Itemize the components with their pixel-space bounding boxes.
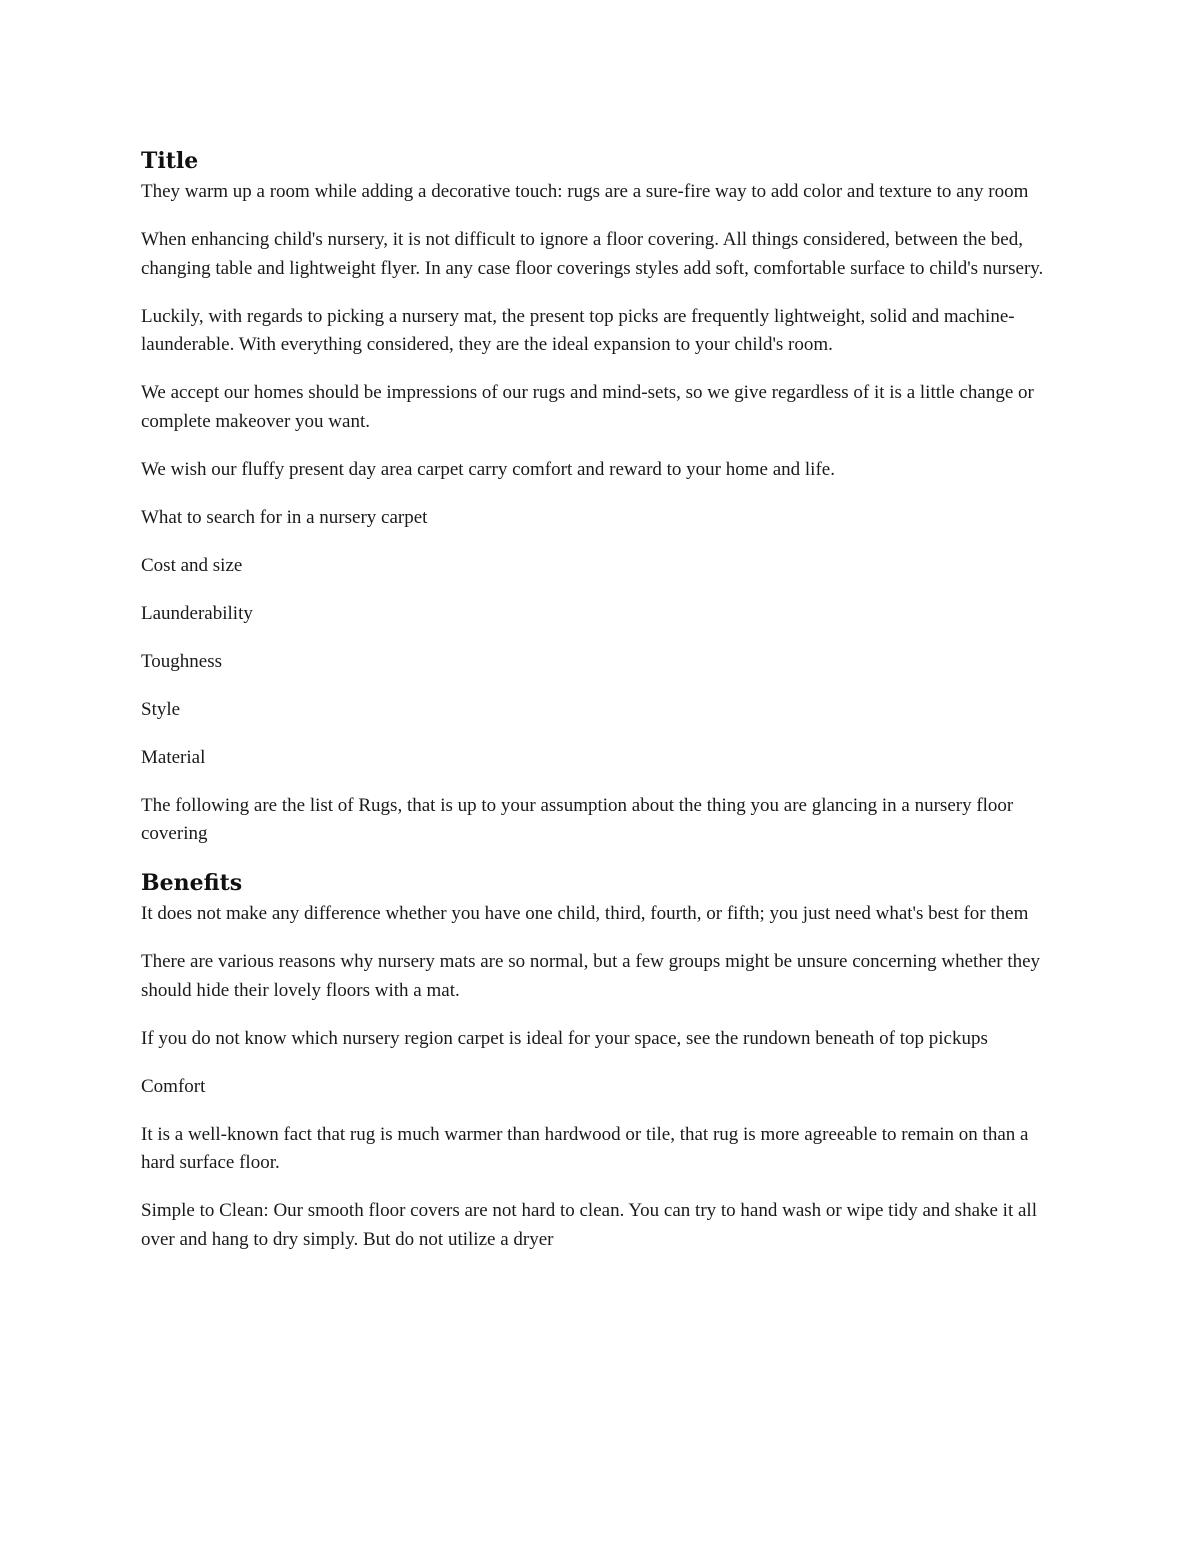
paragraph: Simple to Clean: Our smooth floor covers are not hard to clean. You can try to hand wash or wipe tidy and shake it all over and hang to dry simply. But do not utilize a dryer	[141, 1200, 1037, 1250]
paragraph: When enhancing child's nursery, it is not difficult to ignore a floor covering. All things considered, between the bed, changing table and lightweight flyer. In any case floor coverings styles add soft, comfortable surface to child's nursery.	[141, 229, 1044, 279]
paragraph: The following are the list of Rugs, that is up to your assumption about the thing you are glancing in a nursery floor covering	[141, 794, 1014, 844]
paragraph: If you do not know which nursery region carpet is ideal for your space, see the rundown beneath of top pickups	[141, 1027, 988, 1049]
paragraph: Luckily, with regards to picking a nursery mat, the present top picks are frequently lightweight, solid and machine-launderable. With everything considered, they are the ideal expansion to your child's room.	[141, 305, 1015, 355]
list-item-launderability: Launderability	[141, 602, 253, 624]
list-item-cost-size: Cost and size	[141, 554, 243, 576]
paragraph: What to search for in a nursery carpet	[141, 506, 428, 528]
paragraph: We accept our homes should be impressions of our rugs and mind-sets, so we give regardless of it is a little change or complete makeover you want.	[141, 382, 1034, 432]
paragraph: We wish our fluffy present day area carpet carry comfort and reward to your home and life.	[141, 458, 835, 480]
list-item-material: Material	[141, 746, 206, 768]
list-item-toughness: Toughness	[141, 650, 223, 672]
paragraph: There are various reasons why nursery mats are so normal, but a few groups might be unsure concerning whether they should hide their lovely floors with a mat.	[141, 951, 1041, 1001]
heading-benefits: Benefits	[141, 870, 243, 896]
document-page	[141, 146, 1061, 1274]
heading-title: Title	[141, 148, 199, 174]
paragraph: It is a well-known fact that rug is much warmer than hardwood or tile, that rug is more agreeable to remain on than a hard surface floor.	[141, 1123, 1029, 1173]
list-item-comfort: Comfort	[141, 1075, 206, 1097]
list-item-style: Style	[141, 698, 181, 720]
paragraph: They warm up a room while adding a decorative touch: rugs are a sure-fire way to add color and texture to any room	[141, 181, 1029, 202]
paragraph: It does not make any difference whether you have one child, third, fourth, or fifth; you just need what's best for them	[141, 903, 1029, 924]
